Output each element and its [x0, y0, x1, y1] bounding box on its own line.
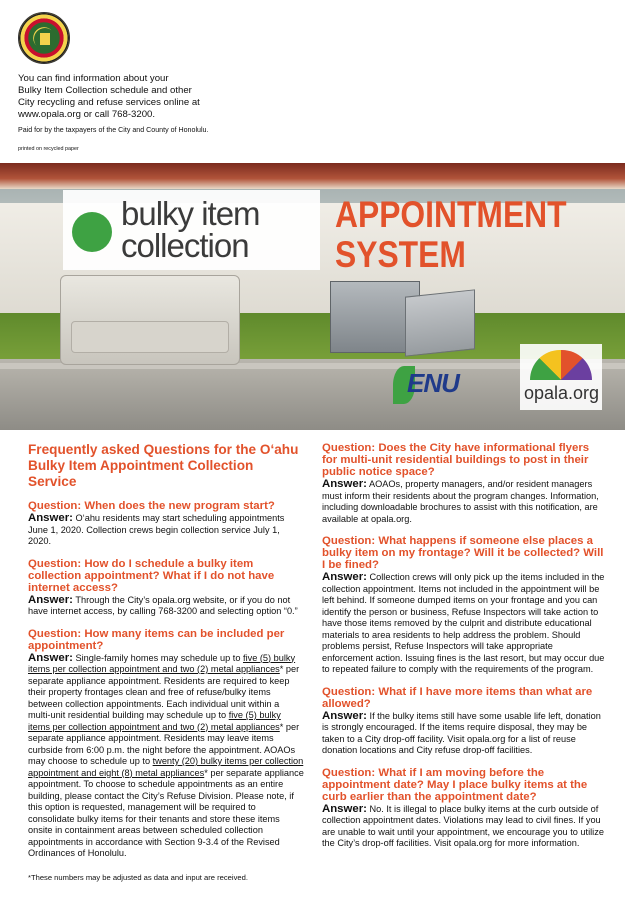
- answer-text: Collection crews will only pick up the items included in the collection appointment. Items not included in the appointment will be left behind. If someone dumped items on your frontage and you can identify the person or business, Refuse Inspectors will take action to have those items removed by the culprit and distribute educational materials to area residents to help address the problem. Should problems persist, Refuse Inspectors will take appropriate enforcement action. Issuing fines is the last resort, but may occur due to repeated failure to comply with the requirements of the program.: [322, 572, 605, 674]
- answer-underlined: five (5) bulky items per collection appointment and two (2) metal appliances: [28, 652, 296, 674]
- faq-column-right: [322, 442, 605, 850]
- question: Question: How many items can be included per appointment?: [28, 627, 285, 652]
- info-line: Bulky Item Collection schedule and other: [18, 85, 192, 96]
- answer-label: Answer:: [322, 709, 367, 722]
- answer-label: Answer:: [28, 593, 73, 606]
- answer-text: * per separate appliance appointment. Residents may leave items curbside from 6:00 p.m. the night before the appointment. AOAOs may choose to schedule up to: [28, 721, 300, 766]
- title-line1: APPOINTMENT: [335, 194, 567, 235]
- appliance: [405, 289, 475, 356]
- answer-label: Answer:: [28, 512, 73, 524]
- question: Question: What if I have more items than what are allowed?: [322, 685, 593, 710]
- answer: [28, 513, 304, 548]
- answer-label: Answer:: [322, 571, 367, 583]
- answer: [322, 804, 605, 850]
- header-section: [0, 0, 625, 163]
- faq-column-left: [28, 442, 304, 883]
- info-line: City recycling and refuse services online at: [18, 97, 200, 108]
- title-line2: SYSTEM: [335, 234, 466, 275]
- info-text: [18, 73, 258, 121]
- question: Question: Does the City have informational flyers for multi-unit residential buildings to post in their public notice space?: [322, 442, 590, 478]
- answer-underlined: twenty (20) bulky items per collection appointment and eight (8) metal appliances: [28, 756, 304, 778]
- paid-by-text: Paid for by the taxpayers of the City and County of Honolulu.: [18, 126, 209, 134]
- answer-text: If the bulky items still have some usable life left, donation is strongly encouraged. If the items require disposal, they may be taken to a City drop-off facility. Visit opala.org for a list of reuse donation locations and City refuse drop-off facilities.: [322, 710, 601, 755]
- roof: [0, 163, 625, 189]
- question: Question: What if I am moving before the appointment date? May I place bulky items at the curb earlier than the appointment date?: [322, 766, 588, 803]
- answer-text: Through the City’s opala.org website, or if you do not have internet access, by calling 768-3200 and selecting option “0.”: [28, 594, 298, 616]
- logo-line1: bulky item: [121, 195, 260, 232]
- footnote: *These numbers may be adjusted as data and input are received.: [28, 872, 248, 882]
- recycled-paper-text: printed on recycled paper: [18, 146, 79, 152]
- sofa: [60, 275, 240, 365]
- enu-logo: ENU: [407, 368, 459, 398]
- question: Question: When does the new program start?: [28, 500, 275, 512]
- answer: [28, 653, 304, 860]
- truck-icon: [72, 212, 112, 252]
- answer: [322, 711, 605, 757]
- answer: [28, 595, 304, 618]
- answer-label: Answer:: [322, 478, 367, 490]
- answer-text: * per separate appliance appointment. Residents are required to keep their property frontages clean and free of refuse/bulky items between collection appointments. Each individual unit within a multi-unit residential building may schedule up to: [28, 664, 300, 720]
- answer-text: Single-family homes may schedule up to: [75, 652, 244, 663]
- answer-text: No. It is illegal to place bulky items at the curb outside of collection appointment dates. Violations may lead to civil fines. If you are unable to wait until your appointment, we encourage you to utilize the City’s drop-off facilities. Visit opala.org for more information.: [322, 803, 604, 848]
- faq-title: Frequently asked Questions for the O‘ahu Bulky Item Appointment Collection Service: [28, 442, 299, 489]
- appointment-title: [335, 195, 567, 275]
- logo-line2: collection: [121, 227, 249, 264]
- answer: [322, 572, 605, 676]
- info-line: You can find information about your: [18, 73, 169, 84]
- answer: [322, 479, 605, 525]
- answer-text: O‘ahu residents may start scheduling appointments June 1, 2020. Collection crews begin collection service July 1, 2020.: [28, 513, 285, 546]
- opala-logo: opala.org: [524, 383, 600, 403]
- city-seal-logo: [18, 12, 70, 64]
- answer-text: * per separate appliance appointment. To choose to schedule appointments as an entire building, please contact the City’s Refuse Division. Please note, if this option is requested, management will be required to consolidate bulky items for their tenants and store these items onsite in containment areas between scheduled collection appointments in accordance with Section 9-3.4 of the Revised Ordinances of Honolulu.: [28, 767, 304, 858]
- answer-text: AOAOs, property managers, and/or resident managers must inform their residents about the program changes. Information, including downloadable brochures to assist with this notification, are available at opala.org.: [322, 479, 599, 524]
- question: Question: How do I schedule a bulky item collection appointment? What if I do not have internet access?: [28, 557, 275, 594]
- answer-underlined: five (5) bulky items per collection appointment and two (2) metal appliances: [28, 710, 281, 732]
- answer-label: Answer:: [28, 651, 73, 664]
- answer-label: Answer:: [322, 802, 367, 815]
- info-line: www.opala.org or call 768-3200.: [18, 109, 156, 120]
- question: Question: What happens if someone else places a bulky item on my frontage? Will it be collected? Will I be fined?: [322, 535, 604, 571]
